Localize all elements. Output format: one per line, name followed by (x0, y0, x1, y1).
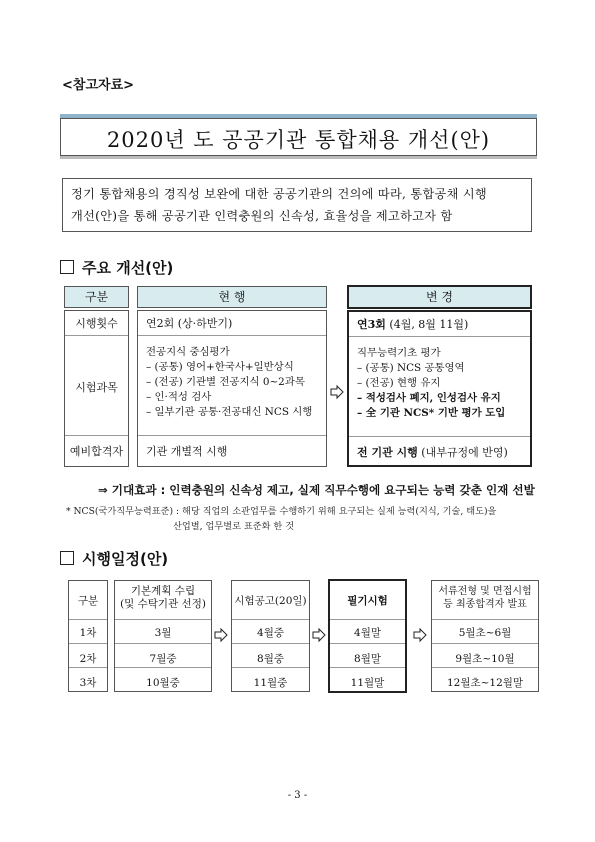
schedule-notice-3: 11월중 (253, 677, 288, 689)
row-divider (232, 667, 309, 668)
schedule-col-plan (114, 580, 212, 692)
change-reserve-rest: (내부규정에 반영) (417, 446, 508, 459)
schedule-plan-2: 7월중 (149, 653, 177, 665)
current-subject-line: – (전공) 기관별 전공지식 0~2과목 (146, 376, 305, 388)
row-label-subjects: 시험과목 (75, 381, 118, 394)
row-divider (115, 643, 211, 644)
change-subjects (357, 346, 505, 421)
summary-line-1: 정기 통합채용의 경직성 보완에 대한 공공기관의 건의에 따라, 통합공채 시행 (71, 187, 488, 201)
schedule-header-exam: 필기시험 (347, 595, 388, 607)
row-divider (138, 335, 326, 336)
row-label-reserve: 예비합격자 (69, 445, 124, 458)
arrow-right-icon (330, 385, 344, 399)
schedule-exam-2: 8월말 (354, 653, 381, 665)
schedule-final-2: 9월초~10월 (455, 653, 515, 665)
change-column (347, 310, 532, 467)
schedule-plan-3: 10월중 (146, 677, 180, 689)
row-divider (232, 643, 309, 644)
current-reserve: 기관 개별적 시행 (146, 445, 228, 458)
header-current: 현 행 (137, 286, 327, 308)
current-subject-line: – (공통) 영어+한국사+일반상식 (146, 361, 294, 373)
current-subject-line: – 일부기관 공통·전공대신 NCS 시행 (146, 406, 313, 418)
schedule-plan-1: 3월 (154, 627, 172, 639)
current-subjects (146, 345, 312, 420)
row-divider (115, 619, 211, 620)
schedule-round-1: 1차 (79, 627, 97, 639)
row-divider (330, 643, 405, 644)
row-divider (69, 619, 107, 620)
schedule-col-notice (231, 580, 310, 692)
row-divider (330, 619, 405, 620)
row-divider (65, 335, 128, 336)
schedule-header-final: 서류전형 및 면접시험 등 최종합격자 발표 (438, 586, 532, 610)
row-divider (349, 436, 530, 437)
header-change: 변 경 (347, 285, 532, 309)
title-box (60, 118, 537, 156)
expected-effect: ⇒ 기대효과 : 인력충원의 신속성 제고, 실제 직무수행에 요구되는 능력 갖춘 인재 선발 (98, 483, 535, 497)
square-bullet-icon (60, 260, 74, 274)
schedule-exam-3: 11월말 (350, 677, 385, 689)
page-title: 2020년 도 공공기관 통합채용 개선(안) (106, 128, 491, 152)
schedule-exam-1: 4월말 (354, 627, 381, 639)
change-subject-line: 직무능력기초 평가 (357, 347, 441, 359)
change-frequency-rest: (4월, 8월 11월) (385, 318, 469, 331)
row-divider (349, 336, 530, 337)
schedule-notice-1: 4월중 (257, 627, 284, 639)
change-frequency-bold: 연3회 (357, 318, 386, 331)
row-divider (115, 667, 211, 668)
schedule-round-3: 3차 (79, 677, 97, 689)
change-reserve (357, 444, 508, 460)
section-heading-improvements (60, 257, 173, 278)
page-number: - 3 - (287, 790, 308, 801)
change-subject-line: – (전공) 현행 유지 (357, 377, 441, 389)
schedule-col-round (68, 580, 108, 692)
current-subject-line: 전공지식 중심평가 (146, 346, 230, 358)
current-column (137, 310, 327, 467)
section-heading-text: 주요 개선(안) (82, 259, 174, 277)
label-column (64, 310, 129, 467)
schedule-notice-2: 8월중 (257, 653, 284, 665)
arrow-right-icon (413, 628, 427, 642)
schedule-header-round: 구분 (77, 595, 99, 607)
schedule-round-2: 2차 (79, 653, 97, 665)
section-heading-text: 시행일정(안) (82, 550, 169, 568)
summary-line-2: 개선(안)을 통해 공공기관 인력충원의 신속성, 효율성을 제고하고자 함 (71, 209, 453, 223)
square-bullet-icon (60, 551, 74, 565)
row-divider (330, 667, 405, 668)
arrow-right-icon (312, 628, 326, 642)
change-subject-line: – (공통) NCS 공통영역 (357, 362, 465, 374)
schedule-header-plan: 기본계획 수립 (및 수탁기관 선정) (120, 585, 206, 610)
ncs-footnote (66, 504, 496, 534)
schedule-header-notice: 시험공고(20일) (234, 595, 307, 607)
header-type: 구분 (64, 286, 129, 308)
change-subject-line-bold: – 적성검사 폐지, 인성검사 유지 (357, 392, 501, 404)
section-heading-schedule (60, 548, 168, 569)
footnote-line-2: 산업별, 업무별로 표준화 한 것 (173, 521, 295, 532)
schedule-final-3: 12월초~12월말 (446, 677, 524, 689)
row-divider (232, 619, 309, 620)
row-label-frequency: 시행횟수 (75, 317, 118, 330)
row-divider (69, 667, 107, 668)
current-frequency: 연2회 (상·하반기) (146, 317, 233, 330)
title-accent-bar (60, 114, 537, 118)
current-subject-line: – 인·적성 검사 (146, 391, 212, 403)
footnote-line-1: * NCS(국가직무능력표준) : 해당 직업의 소관업무를 수행하기 위해 요구되는 실제 능력(지식, 기술, 태도)을 (66, 506, 497, 517)
row-divider (138, 435, 326, 436)
schedule-col-exam (328, 579, 407, 693)
row-divider (65, 435, 128, 436)
row-divider (432, 667, 538, 668)
change-subject-line-bold: – 全 기관 NCS* 기반 평가 도입 (357, 407, 506, 419)
row-divider (432, 619, 538, 620)
row-divider (432, 643, 538, 644)
summary-box (62, 178, 532, 232)
reference-label: <참고자료> (62, 78, 135, 93)
row-divider (69, 643, 107, 644)
change-reserve-bold: 전 기관 시행 (357, 446, 418, 459)
change-frequency (357, 316, 468, 332)
schedule-final-1: 5월초~6월 (458, 627, 512, 639)
schedule-col-final (431, 580, 539, 692)
arrow-right-icon (214, 628, 228, 642)
